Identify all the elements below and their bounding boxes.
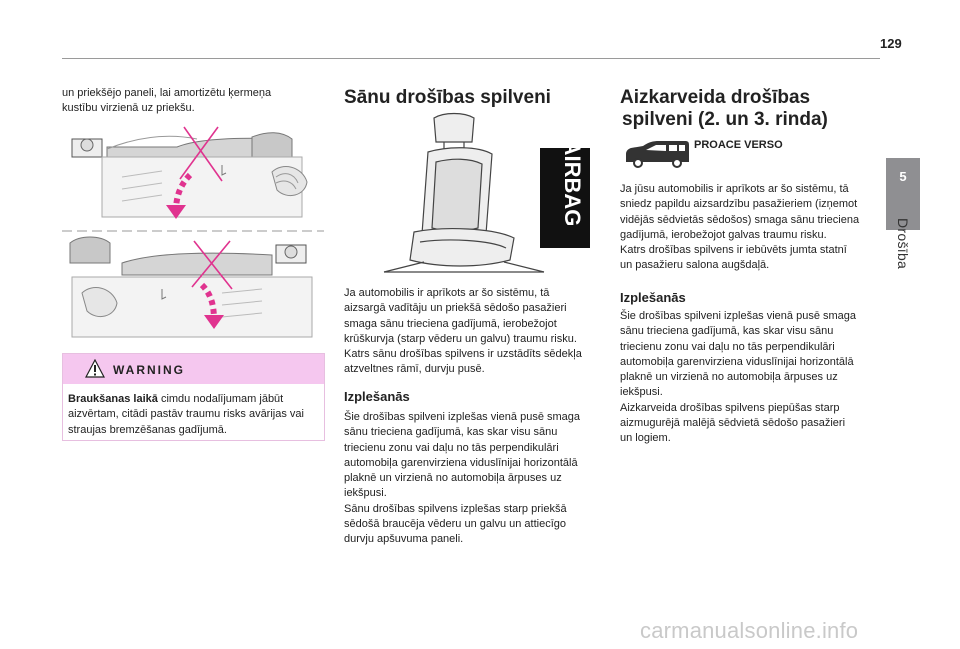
warning-bold-lead: Braukšanas laikā — [68, 393, 158, 405]
dashboard-lower-scene — [70, 237, 312, 337]
warning-box — [62, 353, 325, 441]
warning-title: WARNING — [113, 363, 185, 377]
curtain-airbags-title-line1: Aizkarveida drošības — [620, 87, 811, 108]
side-airbags-title: Sānu drošības spilveni — [344, 87, 551, 108]
van-icon — [622, 140, 692, 170]
chapter-number: 5 — [899, 169, 907, 184]
left-intro-text: un priekšējo paneli, lai amortizētu ķermeņa kustību virzienā uz priekšu. — [62, 87, 272, 115]
side-deployment-heading: Izplešanās — [344, 389, 410, 404]
seat-airbag-illustration — [344, 112, 606, 282]
seat-drawing — [344, 112, 606, 282]
curtain-deployment-heading: Izplešanās — [620, 290, 686, 305]
page-number: 129 — [880, 36, 902, 51]
curtain-airbags-description: Ja jūsu automobilis ir aprīkots ar šo sistēmu, tā sniedz papildu aizsardzību pasažieriem (izņemot vidējās sēdvietās sēdošos) smaga sānu trieciena gadījumā, ierobežojot galvas traumu risku. Katrs drošības spilvens ir iebūvēts jumta statnī un pasažieru salona augšdaļā. — [620, 183, 860, 272]
warning-triangle-icon — [85, 359, 105, 378]
warning-header — [63, 354, 324, 384]
header-divider — [62, 58, 880, 59]
model-label: PROACE VERSO — [694, 139, 783, 151]
curtain-airbags-title-line2: spilveni (2. un 3. rinda) — [622, 109, 828, 130]
watermark: carmanualsonline.info — [640, 618, 859, 643]
chapter-title: Drošība — [895, 218, 911, 270]
chapter-label — [883, 218, 923, 282]
airbag-label-text: AIRBAG — [560, 139, 585, 227]
side-deployment-text: Šie drošības spilveni izplešas vienā pusē smaga sānu trieciena gadījumā, kas skar visu sānu triecienu zonu vai daļu no tās perpendikulāri automobiļa garenvirziena viduslīnijai horizontālā plaknē un virzienā no automobiļa ārpuses uz iekšpusi. Sānu drošības spilvens izplešas starp priekšā sēdošā braucēja vēderu un galvu un attiecīgo durvju apšuvuma paneli. — [344, 411, 581, 546]
side-airbags-description: Ja automobilis ir aprīkots ar šo sistēmu, tā aizsargā vadītāju un priekšā sēdošo pasažieri smaga sānu trieciena gadījumā, ierobežojot krūškurvja (starp vēderu un galvu) traumu risku. Katrs sānu drošības spilvens ir uzstādīts sēdekļa atzveltnes rāmī, durvju pusē. — [344, 287, 582, 376]
warning-text — [68, 392, 320, 438]
warning-body-text: cimdu nodalījumam jābūt aizvērtam, citādi pastāv traumu risks avārijas vai straujas bremzēšanas gadījumā. — [68, 393, 304, 436]
dashboard-airbag-illustration — [62, 117, 324, 345]
curtain-deployment-text: Šie drošības spilveni izplešas vienā pusē smaga sānu trieciena gadījumā, kas skar visu sānu triecienu zonu vai daļu no tās perpendikulāri automobiļa garenvirziena viduslīnijai horizontālā plaknē un virzienā no automobiļa ārpuses uz iekšpusi. Aizkarveida drošības spilvens piepūšas starp aizmugurējā malējā sēdvietā sēdošo pasažieri un logiem. — [620, 310, 857, 445]
